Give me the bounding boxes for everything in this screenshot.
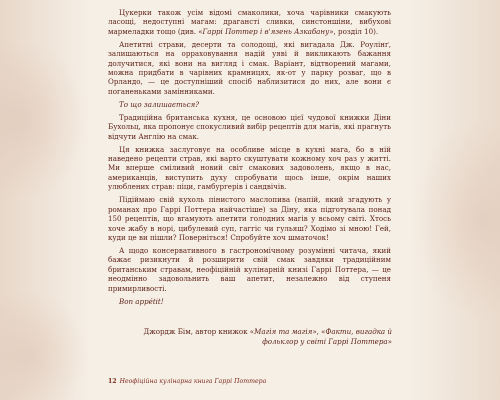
body-text	[108, 8, 391, 310]
book-title-ref: Магія та магія	[254, 327, 313, 336]
paragraph: Традиційна британська кухня, це основою цієї чудової книжки Діни Бухольц, яка пропонує спокусливий вибір рецептів для магів, які прагнуть відчути Англію на смак.	[108, 112, 391, 141]
page-number: 12	[108, 378, 117, 385]
book-title-ref: Гаррі Поттер і в'язень Азкабану	[202, 26, 330, 36]
book-title-ref: Факти, вигадка й фольклор у світі Гаррі Поттера	[262, 327, 392, 346]
running-title: Неофіційна кулінарна книга Гаррі Поттера	[119, 378, 267, 385]
page-footer	[108, 378, 266, 385]
signoff: Bon appétit!	[119, 296, 164, 306]
paragraph: Ця книжка заслуговує на особливе місце в кухні мага, бо в ній наведено рецепти страв, які варто скуштувати кожному хоч раз у житті. Ми вперше сміливий новий світ смакових задоволень, якщо в нас, американців, виступить духу спробувати щось інше, окрім наших улюблених страв: піци, гамбургерів і сандвічів.	[108, 144, 391, 192]
author-attribution: Джордж Бім, автор книжок «Магія та магія», «Факти, вигадка й фольклор у світі Гаррі Поттера»	[143, 327, 392, 346]
paragraph: А щодо консервативного в гастрономічному розумінні читача, який бажає ризикнути й розширити свій смак завдяки традиційним британським стравам, неофіційній кулінарній книзі Гаррі Поттера, — це неодмінно задовольнить ваш апетит, незалежно від ступеня примирливості.	[108, 245, 391, 293]
paragraph-question: То що залишається?	[119, 99, 200, 109]
paragraph: Апетитні страви, десерти та солодощі, які вигадала Дж. Роулінґ, залишаються на opраховування надій уяві й викликають бажання долучитися, які вони на вигляд і смак. Варіант, відтворений магами, можна придбати в чарівних крамницях, як-от у парку розваг, що в Орландо, — це доступніший спосіб наблизитися до них, але вони є поганеньками замінниками.	[108, 39, 391, 96]
paragraph: Підіймаю свій кухоль пінистого маслопива (напій, який згадують у романах про Гаррі Поттера найчастіше) за Діну, яка підготувала понад 150 рецептів, що вгамують апетити голодних магів у всьому світі. Хтось хоче жабу в норі, цибулевий суп, гаггіс чи гульяш? Ходімо зі мною! Гей, куди це ви пішли? Поверніться! Спробуйте хоч шматочок!	[108, 195, 391, 242]
paragraph: Цукерки також усім відомі смаколики, хоча чарівники смакують ласощі, недоступні магам: драгансті сливки, синстоншіни, вибухові мармеладки тощо (див. «Гаррі Поттер і в'язень Азкабану», розділ 10).	[108, 8, 391, 36]
